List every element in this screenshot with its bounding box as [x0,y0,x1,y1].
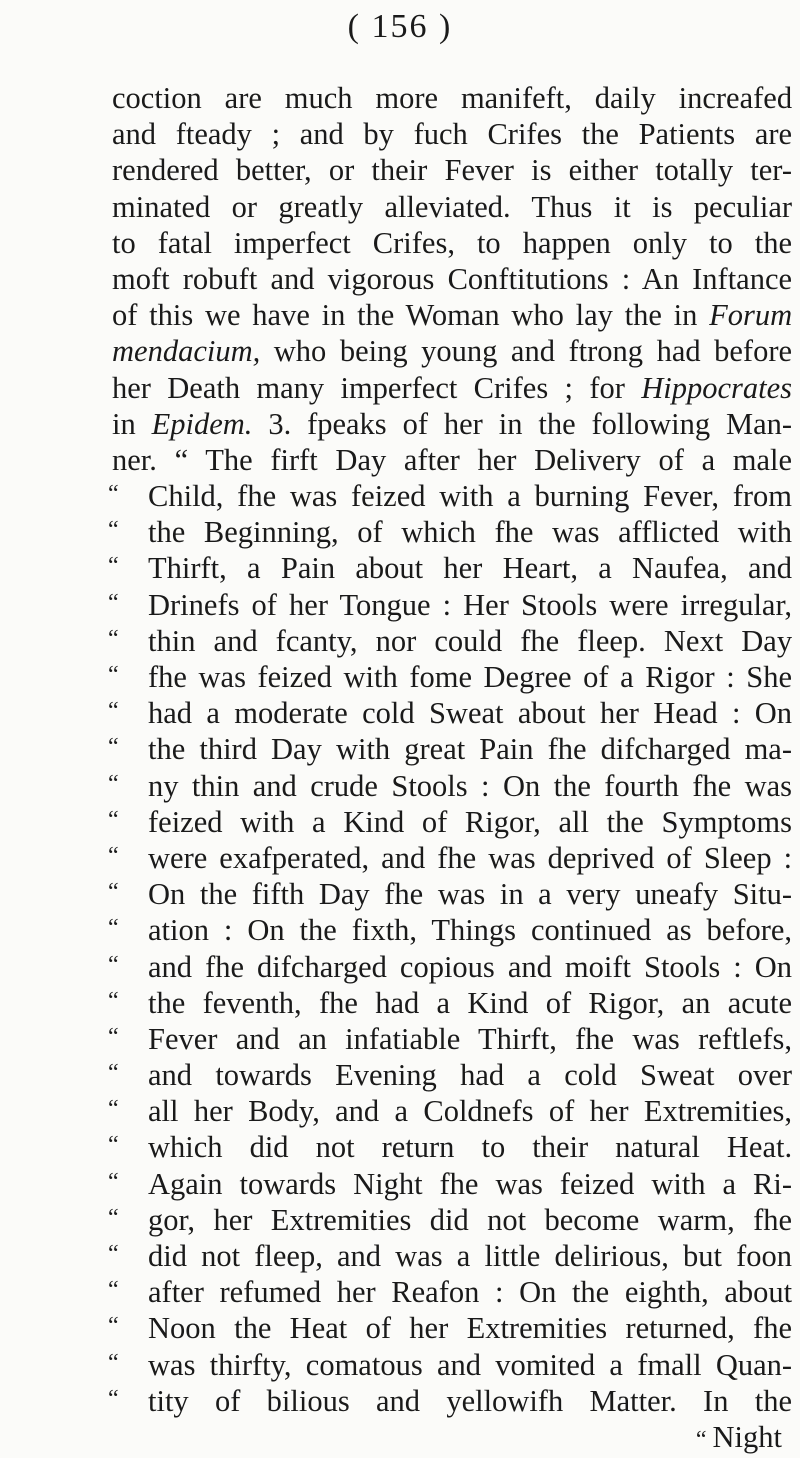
quote-mark: “ [695,1426,707,1453]
text-line-content: in Epidem. 3. fpeaks of her in the following Man- [112,406,793,441]
quote-mark: “ [108,915,118,942]
text-line [108,1093,793,1129]
quote-mark: “ [108,987,118,1014]
text-line-content: mendacium, who being young and ftrong had before [112,334,793,369]
text-line-content: rendered better, or their Fever is either totally ter- [112,153,792,188]
text-line-content: and fhe difcharged copious and moift Stools : On [148,949,793,984]
text-line-content: feized with a Kind of Rigor, all the Symptoms [148,804,792,839]
quote-mark: “ [108,734,118,761]
text-line [108,695,793,731]
quote-mark: “ [108,698,118,725]
text-line [112,261,792,297]
text-line [108,623,793,659]
text-line [108,912,793,948]
text-line [108,985,793,1021]
quote-mark: “ [108,1241,118,1267]
text-line [108,804,792,840]
quote-mark: “ [108,1349,118,1376]
text-line-content: which did not return to their natural Heat. [148,1130,793,1165]
text-line [108,1129,793,1165]
text-line-content: Fever and an infatiable Thirft, fhe was reftlefs, [148,1021,793,1056]
text-line [112,333,792,369]
text-line-content: thin and fcanty, nor could fhe fleep. Next Day [148,623,793,658]
quote-mark: “ [108,842,118,869]
text-line [108,768,793,804]
text-line [112,225,792,261]
text-line-content: minated or greatly alleviated. Thus it is peculiar [112,189,793,224]
text-line [112,152,792,188]
quote-mark: “ [108,806,118,833]
text-line-content: coction are much more manifeft, daily increafed [112,81,793,115]
text-line [108,1057,792,1093]
quote-mark: “ [108,625,118,652]
text-line [108,840,793,876]
text-line-content: and fteady ; and by fuch Crifes the Patients are [112,117,793,152]
text-line [112,406,792,442]
text-line-content: had a moderate cold Sweat about her Head : On [148,696,793,731]
quote-mark: “ [108,951,118,978]
text-line-content: fhe was feized with fome Degree of a Rigor : She [148,660,792,694]
text-line-content: ner. “ The firft Day after her Delivery of a male [112,442,793,477]
text-line-content: ny thin and crude Stools : On the fourth fhe was [148,768,793,803]
quote-mark: “ [108,1023,118,1050]
text-line [108,514,792,550]
text-line-content: On the fifth Day fhe was in a very uneafy Situ- [148,877,793,912]
body-text [108,80,793,1455]
quote-mark: “ [108,770,118,797]
text-line-content: the third Day with great Pain fhe difcharged ma- [148,732,792,767]
text-line-content: ation : On the fixth, Things continued as before, [148,913,793,948]
text-line [108,1274,793,1310]
text-line-content: Again towards Night fhe was feized with a Ri- [148,1166,793,1201]
quote-mark: “ [108,1096,118,1123]
quote-mark: “ [108,481,118,508]
text-line-content: the feventh, fhe had a Kind of Rigor, an acute [148,985,793,1020]
text-line [108,949,793,985]
quote-mark: “ [108,1168,118,1195]
quote-mark: “ [108,1385,118,1412]
text-line [108,1383,792,1419]
text-line-content: tity of bilious and yellowifh Matter. In the [148,1383,792,1418]
text-line-content: to fatal imperfect Crifes, to happen only to the [112,225,792,260]
quote-mark: “ [108,662,118,688]
text-line-content: was thirfty, comatous and vomited a fmall Quan- [148,1347,793,1382]
text-line [112,442,792,478]
text-line-content: did not fleep, and was a little delirious, but foon [148,1239,793,1273]
text-line [108,1238,793,1274]
text-line-content: Thirft, a Pain about her Heart, a Naufea, and [148,551,793,586]
text-line-content: were exafperated, and fhe was deprived of Sleep : [148,840,793,875]
text-line [108,876,793,912]
text-line-content: of this we have in the Woman who lay the in Forum [112,298,793,333]
quote-mark: “ [108,589,118,616]
text-line [108,550,793,586]
text-line [108,478,793,514]
text-line [112,370,792,406]
catchword-line [112,1419,792,1455]
text-line-content: and towards Evening had a cold Sweat over [148,1058,792,1093]
text-line-content: Drinefs of her Tongue : Her Stools were irregular, [148,587,793,622]
text-line [108,1310,792,1346]
text-line [112,297,792,333]
text-line-content: Noon the Heat of her Extremities returned, fhe [148,1311,792,1346]
quote-mark: “ [108,879,118,906]
text-line [108,587,793,623]
text-line-content: moft robuft and vigorous Conftitutions : An Inftance [112,261,793,296]
text-line-content: Child, fhe was feized with a burning Fever, from [148,479,793,514]
text-line [108,1166,793,1202]
quote-mark: “ [108,1060,118,1087]
text-line-content: her Death many imperfect Crifes ; for Hippocrates [112,370,792,405]
quote-mark: “ [108,517,118,544]
catchword: Night [712,1419,782,1454]
text-line [108,1202,793,1238]
text-line-content: after refumed her Reafon : On the eighth, about [148,1275,793,1310]
quote-mark: “ [108,1132,118,1159]
text-line [108,1347,793,1383]
text-line [112,80,792,116]
quote-mark: “ [108,1313,118,1340]
text-line-content: all her Body, and a Coldnefs of her Extremities, [148,1094,793,1129]
page-number: ( 156 ) [347,8,453,45]
text-line [112,116,792,152]
quote-mark: “ [108,553,118,580]
text-line [108,1021,793,1057]
text-line-content: gor, her Extremities did not become warm, fhe [148,1202,793,1237]
quote-mark: “ [108,1277,118,1304]
text-line [108,659,792,695]
quote-mark: “ [108,1204,118,1231]
text-line [112,189,792,225]
text-line [108,731,792,767]
text-line-content: the Beginning, of which fhe was afflicted with [148,515,792,550]
